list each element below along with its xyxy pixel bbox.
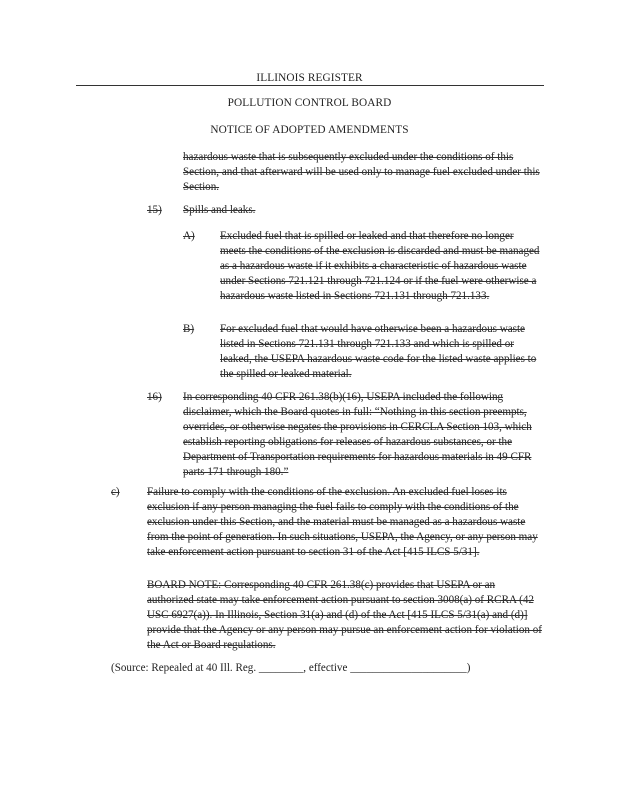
source-note [111, 661, 470, 676]
board-title: POLLUTION CONTROL BOARD [227, 97, 392, 109]
notice-title: NOTICE OF ADOPTED AMENDMENTS [210, 124, 409, 136]
header-rule [76, 85, 544, 86]
source-blank-2: _____________________ [350, 662, 467, 674]
carryover-paragraph: hazardous waste that is subsequently excluded under the conditions of this Section, and that afterward will be used only to manage fuel excluded under this Section. [183, 151, 540, 193]
item-15b-text: For excluded fuel that would have otherwise been a hazardous waste listed in Sections 721.131 through 721.133 and which is spilled or leaked, the USEPA hazardous waste code for the listed waste applies to the spilled or leaked material. [220, 323, 537, 380]
item-15b-number: B) [183, 323, 195, 335]
item-c-number: c) [111, 486, 120, 498]
source-suffix: ) [466, 662, 471, 674]
item-16-number: 16) [147, 391, 162, 403]
item-15-number: 15) [147, 204, 162, 216]
source-blank-1: ________ [258, 662, 304, 674]
source-prefix: (Source: Repealed at 40 Ill. Reg. [111, 662, 257, 674]
item-16-text: In corresponding 40 CFR 261.38(b)(16), USEPA included the following disclaimer, which the Board quotes in full: “Nothing in this section preempts, overrides, or otherwise negates the provisions in CERCLA Section 103, which establish reporting obligations for releases of hazardous substances, or the Department of Transportation requirements for hazardous materials in 49 CFR parts 171 through 180.” [183, 391, 532, 478]
item-c-text: Failure to comply with the conditions of the exclusion. An excluded fuel loses its exclusion if any person managing the fuel fails to comply with the conditions of the exclusion under this Section, and the material must be managed as a hazardous waste from the point of generation. In such situations, USEPA, the Agency, or any person may take enforcement action pursuant to section 31 of the Act [415 ILCS 5/31]. [147, 486, 538, 558]
item-15-title: Spills and leaks. [183, 204, 256, 216]
item-15a-text: Excluded fuel that is spilled or leaked and that therefore no longer meets the conditions of the exclusion is discarded and must be managed as a hazardous waste if it exhibits a characteristic of hazardous waste under Sections 721.121 through 721.124 or if the fuel were otherwise a hazardous waste listed in Sections 721.131 through 721.133. [220, 230, 540, 302]
register-title: ILLINOIS REGISTER [256, 72, 363, 84]
source-middle: , effective [303, 662, 348, 674]
item-15a-number: A) [183, 230, 195, 242]
board-note: BOARD NOTE: Corresponding 40 CFR 261.38(c) provides that USEPA or an authorized state may take enforcement action pursuant to section 3008(a) of RCRA (42 USC 6927(a)). In Illinois, Section 31(a) and (d) of the Act [415 ILCS 5/31(a) and (d)] provide that the Agency or any person may pursue an enforcement action for violation of the Act or Board regulations. [147, 579, 542, 651]
